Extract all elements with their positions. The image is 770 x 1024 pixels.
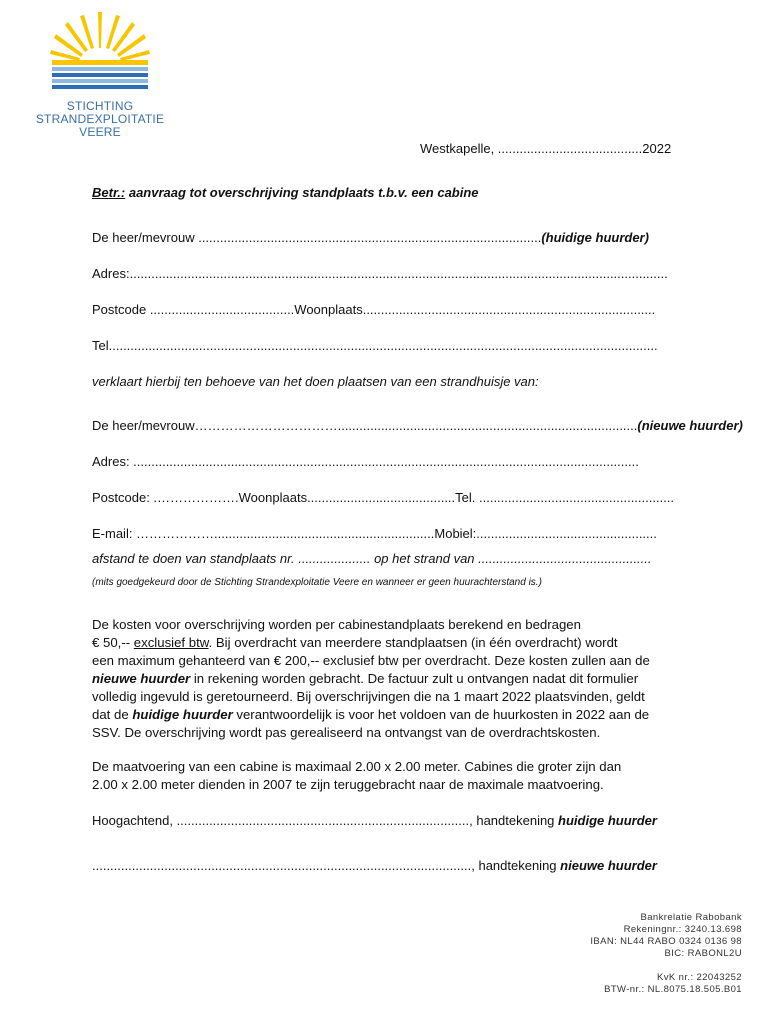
dimensions-line-2: 2.00 x 2.00 meter dienden in 2007 te zijn teruggebracht naar de maximale maatvoering.	[92, 777, 604, 792]
subject-line	[92, 185, 698, 200]
new-tenant-email-mobile-field[interactable]: E-mail: ……………….............................................................Mobiel:..................................................	[92, 526, 657, 541]
signature-new-tenant[interactable]: ........................................................................................................., handtekening nieuwe huurder	[92, 858, 657, 873]
declaration-text: verklaart hierbij ten behoeve van het doen plaatsen van een strandhuisje van:	[92, 374, 539, 389]
transfer-location-field[interactable]: afstand te doen van standplaats nr. .................... op het strand van ................................................	[92, 551, 652, 566]
approval-condition: (mits goedgekeurd door de Stichting Strandexploitatie Veere en wanneer er geen huurachterstand is.)	[92, 577, 542, 588]
costs-line-3: een maximum gehanteerd van € 200,-- exclusief btw per overdracht. Deze kosten zullen aan de	[92, 653, 650, 668]
costs-line-1: De kosten voor overschrijving worden per cabinestandplaats berekend en bedragen	[92, 617, 581, 632]
sun-sea-logo-icon	[50, 10, 150, 100]
bank-details	[590, 912, 742, 960]
bank-bic: BIC: RABONL2U	[664, 948, 742, 959]
new-tenant-postcode-city-phone-field[interactable]: Postcode: .……………….Woonplaats.........................................Tel. ......................................................	[92, 490, 675, 505]
current-tenant-phone-field[interactable]: Tel........................................................................................................................................................	[92, 338, 658, 353]
current-tenant-label: (huidige huurder)	[541, 230, 649, 245]
new-tenant-name-field[interactable]	[92, 418, 743, 433]
current-tenant-name-field[interactable]	[92, 230, 698, 245]
costs-line-4: nieuwe huurder in rekening worden gebracht. De factuur zult u ontvangen nadat dit formulier	[92, 671, 639, 686]
signature-current-label: huidige huurder	[558, 813, 657, 828]
subject-text: aanvraag tot overschrijving standplaats t.b.v. een cabine	[125, 185, 479, 200]
new-tenant-label: (nieuwe huurder)	[637, 418, 743, 433]
dimensions-paragraph	[92, 758, 702, 794]
costs-paragraph	[92, 616, 702, 742]
costs-line-5: volledig ingevuld is geretourneerd. Bij overschrijvingen die na 1 maart 2022 plaatsvinden, geldt	[92, 689, 645, 704]
vat-number: BTW-nr.: NL.8075.18.505.B01	[604, 984, 742, 995]
new-tenant-address-field[interactable]: Adres: ............................................................................................................................................	[92, 454, 639, 469]
current-tenant-postcode-city-field[interactable]: Postcode ........................................Woonplaats.................................................................................	[92, 302, 656, 317]
current-tenant-name-prefix: De heer/mevrouw ...............................................................................................	[92, 230, 542, 245]
excl-vat-underline: exclusief btw	[133, 635, 209, 650]
costs-line-7: SSV. De overschrijving wordt pas gerealiseerd na ontvangst van de overdrachtskosten.	[92, 725, 601, 740]
signature-new-label: nieuwe huurder	[560, 858, 657, 873]
new-tenant-name-prefix: De heer/mevrouw……………………………...................................................................................	[92, 418, 638, 433]
signature-current-tenant[interactable]: Hoogachtend, ................................................................................., handtekening huidige huurder	[92, 813, 657, 828]
bank-name: Bankrelatie Rabobank	[640, 912, 742, 923]
bank-iban: IBAN: NL44 RABO 0324 0136 98	[590, 936, 742, 947]
logo	[50, 10, 150, 100]
logo-line-3: VEERE	[79, 125, 121, 139]
registration-details	[604, 972, 742, 996]
dimensions-line-1: De maatvoering van een cabine is maximaal 2.00 x 2.00 meter. Cabines die groter zijn dan	[92, 759, 622, 774]
logo-line-2: STRANDEXPLOITATIE	[35, 112, 165, 126]
subject-prefix: Betr.:	[92, 185, 126, 200]
costs-line-6: dat de huidige huurder verantwoordelijk is voor het voldoen van de huurkosten in 2022 aan de	[92, 707, 650, 722]
current-tenant-address-field[interactable]: Adres:.....................................................................................................................................................	[92, 266, 668, 281]
kvk-number: KvK nr.: 22043252	[657, 972, 742, 983]
logo-line-1: STICHTING	[66, 99, 134, 113]
costs-line-2: € 50,-- exclusief btw. Bij overdracht van meerdere standplaatsen (in één overdracht) wordt	[92, 635, 618, 650]
place-date: Westkapelle, ........................................2022	[420, 141, 672, 156]
bank-account: Rekeningnr.: 3240.13.698	[623, 924, 742, 935]
